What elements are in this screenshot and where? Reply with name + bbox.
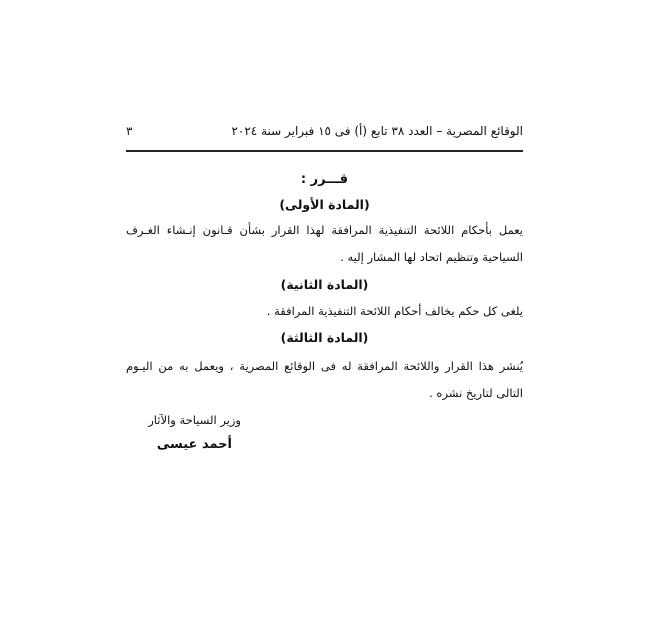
article-2-title: (المادة الثانية) bbox=[280, 277, 369, 292]
article-3-text-line-2: التالى لتاريخ نشره . bbox=[429, 386, 523, 400]
article-3-title: (المادة الثالثة) bbox=[280, 330, 369, 345]
minister-name: أحمد عيسى bbox=[156, 437, 232, 452]
header-divider bbox=[126, 150, 523, 152]
page-header bbox=[126, 124, 523, 142]
page-number: ٣ bbox=[126, 124, 133, 138]
article-1-text-line-1: يعمل بأحكام اللائحة التنفيذية المرافقة لهذا القرار بشأن قـانون إنـشاء الغـرف bbox=[126, 223, 523, 237]
article-3-text-line-1: يُنشر هذا القرار واللائحة المرافقة له فى الوقائع المصرية ، ويعمل به من اليـوم bbox=[126, 359, 523, 373]
gazette-issue-title: الوقائع المصرية – العدد ٣٨ تابع (أ) فى ١٥ فبراير سنة ٢٠٢٤ bbox=[231, 124, 523, 138]
article-2-text-line-1: يلغى كل حكم يخالف أحكام اللائحة التنفيذية المرافقة . bbox=[266, 304, 523, 318]
article-1-title: (المادة الأولى) bbox=[279, 197, 370, 212]
decree-heading: قـــرر : bbox=[300, 172, 349, 187]
minister-title: وزير السياحة والآثار bbox=[148, 413, 241, 427]
article-1-text-line-2: السياحية وتنظيم اتحاد لها المشار إليه . bbox=[340, 250, 523, 264]
